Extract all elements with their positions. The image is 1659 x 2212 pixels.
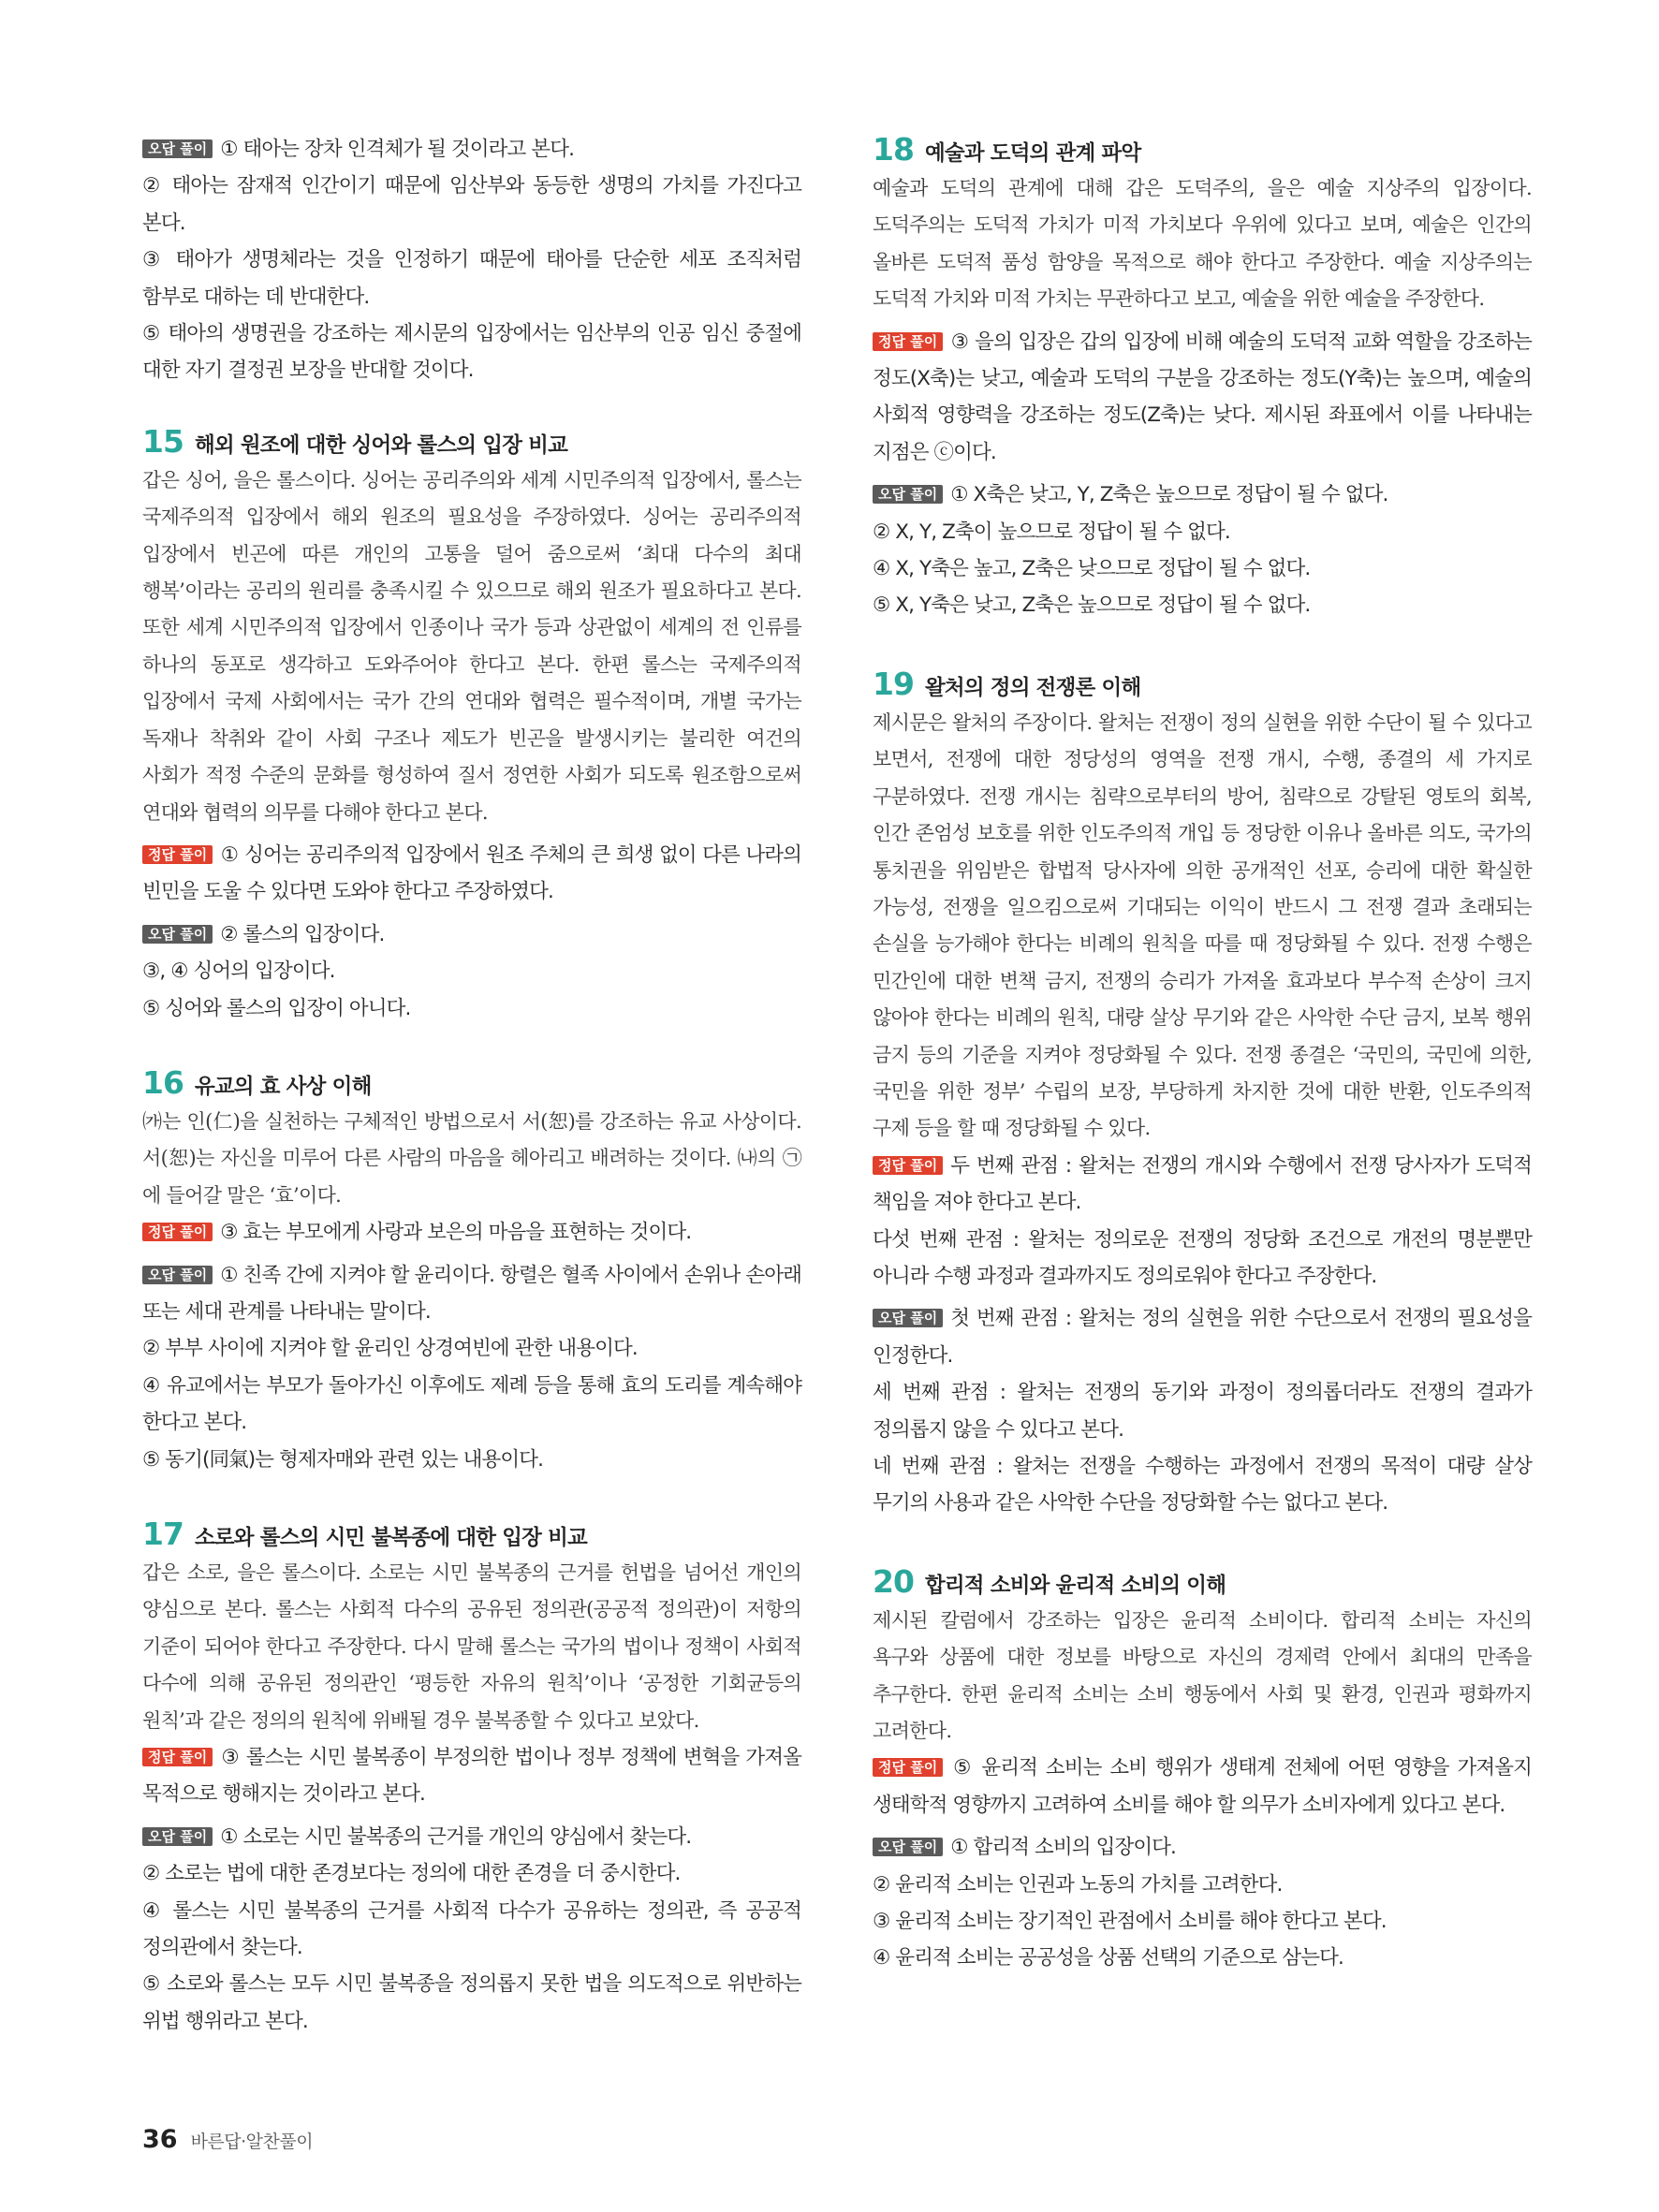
question-title: 합리적 소비와 윤리적 소비의 이해 <box>924 1573 1226 1598</box>
answer-explanation: 정답 풀이 ③ 롤스는 시민 불복종이 부정의한 법이나 정부 정책에 변혁을 가져올 목적으로 행해지는 것이라고 본다. <box>142 1746 801 1807</box>
wrong-explanation: ④ 롤스는 시민 불복종의 근거를 사회적 다수가 공유하는 정의관, 즉 공공적 정의관에서 찾는다. <box>142 1898 801 1960</box>
question-explanation: 제시된 칼럼에서 강조하는 입장은 윤리적 소비이다. 합리적 소비는 자신의 욕구와 상품에 대한 정보를 바탕으로 자신의 경제력 안에서 최대의 만족을 추구한다. 한편 윤리적 소비는 소비 행동에서 사회 및 환경, 인권과 평화까지 고려한다. <box>873 1608 1532 1743</box>
wrong-explanation: ③, ④ 싱어의 입장이다. <box>142 960 335 984</box>
wrong-explanation: 오답 풀이 ① X축은 낮고, Y, Z축은 높으므로 정답이 될 수 없다. <box>873 476 1532 513</box>
answer-badge: 정답 풀이 <box>142 1223 213 1241</box>
question-heading <box>873 666 1532 703</box>
answer-badge: 정답 풀이 <box>873 332 943 351</box>
page-footer <box>142 2125 313 2154</box>
wrong-explanation: ③ 태아가 생명체라는 것을 인정하기 때문에 태아를 단순한 세포 조직처럼 함부로 대하는 데 반대한다. <box>142 248 801 309</box>
wrong-explanation: ⑤ X, Y축은 낮고, Z축은 높으므로 정답이 될 수 없다. <box>873 593 1311 618</box>
wrong-explanation: 오답 풀이 ① 태아는 장차 인격체가 될 것이라고 본다. <box>142 131 801 168</box>
wrong-explanation: ④ 윤리적 소비는 공공성을 상품 선택의 기준으로 삼는다. <box>873 1946 1343 1970</box>
wrong-explanation: ⑤ 태아의 생명권을 강조하는 제시문의 입장에서는 임산부의 인공 임신 중절에 대한 자기 결정권 보장을 반대할 것이다. <box>142 322 801 383</box>
page-number: 36 <box>142 2125 178 2154</box>
answer-explanation: 정답 풀이 ① 싱어는 공리주의적 입장에서 원조 주체의 큰 희생 없이 다른 나라의 빈민을 도울 수 있다면 도와야 한다고 주장하였다. <box>142 842 801 904</box>
wrong-explanation: ⑤ 소로와 롤스는 모두 시민 불복종을 정의롭지 못한 법을 의도적으로 위반하는 위법 행위라고 본다. <box>142 1972 801 2033</box>
wrong-explanation: 오답 풀이 첫 번째 관점 : 왈처는 정의 실현을 위한 수단으로서 전쟁의 필요성을 인정한다. <box>873 1307 1532 1368</box>
question-title: 소로와 롤스의 시민 불복종에 대한 입장 비교 <box>194 1526 587 1550</box>
question-explanation: 제시문은 왈처의 주장이다. 왈처는 전쟁이 정의 실현을 위한 수단이 될 수 있다고 보면서, 전쟁에 대한 정당성의 영역을 전쟁 개시, 수행, 종결의 세 가지로 구분하였다. 전쟁 개시는 침략으로부터의 방어, 침략으로 강탈된 영토의 회복, 인간 존엄성 보호를 위한 인도주의적 개입 등 정당한 이유나 올바른 의도, 국가의 통치권을 위임받은 합법적 당사자에 의한 공개적인 선포, 승리에 대한 확실한 가능성, 전쟁을 일으킴으로써 기대되는 이익이 반드시 그 전쟁 결과 초래되는 손실을 능가해야 한다는 비례의 원칙을 따를 때 정당화될 수 있다. 전쟁 수행은 민간인에 대한 변책 금지, 전쟁의 승리가 가져올 효과보다 부수적 손상이 크지 않아야 한다는 비례의 원칙, 대량 살상 무기와 같은 사악한 수단 금지, 보복 행위 금지 등의 기준을 지켜야 정당화될 수 있다. 전쟁 종결은 ‘국민의, 국민에 의한, 국민을 위한 정부’ 수립의 보장, 부당하게 차지한 것에 대한 반환, 인도주의적 구제 등을 할 때 정당화될 수 있다. <box>873 710 1532 1140</box>
wrong-explanation: ② 부부 사이에 지켜야 할 윤리인 상경여빈에 관한 내용이다. <box>142 1337 638 1361</box>
wrong-badge: 오답 풀이 <box>142 925 213 944</box>
question-heading <box>873 131 1532 168</box>
question-title: 해외 원조에 대한 싱어와 롤스의 입장 비교 <box>194 432 568 458</box>
question-number: 15 <box>142 422 184 460</box>
question-title: 예술과 도덕의 관계 파악 <box>924 141 1141 166</box>
wrong-explanation: 오답 풀이 ① 합리적 소비의 입장이다. <box>873 1829 1532 1866</box>
question-heading <box>142 1064 801 1102</box>
wrong-badge: 오답 풀이 <box>142 1266 213 1284</box>
book-title: 바른답·알찬풀이 <box>190 2131 314 2152</box>
answer-badge: 정답 풀이 <box>142 845 213 864</box>
wrong-explanation: ⑤ 싱어와 롤스의 입장이 아니다. <box>142 996 411 1020</box>
question-heading <box>142 423 801 461</box>
right-column <box>873 131 1532 1977</box>
question-title: 왈처의 정의 전쟁론 이해 <box>924 675 1141 700</box>
wrong-explanation: ⑤ 동기(同氣)는 형제자매와 관련 있는 내용이다. <box>142 1447 544 1472</box>
wrong-badge: 오답 풀이 <box>873 485 943 504</box>
question-number: 19 <box>873 665 914 702</box>
answer-explanation: 다섯 번째 관점 : 왈처는 정의로운 전쟁의 정당화 조건으로 개전의 명분뿐만 아니라 수행 과정과 결과까지도 정의로워야 한다고 주장한다. <box>873 1227 1532 1288</box>
question-number: 17 <box>142 1516 184 1552</box>
wrong-explanation: ② 윤리적 소비는 인권과 노동의 가치를 고려한다. <box>873 1872 1283 1897</box>
left-column <box>142 131 801 2040</box>
question-explanation: 갑은 소로, 을은 롤스이다. 소로는 시민 불복종의 근거를 헌법을 넘어선 개인의 양심으로 본다. 롤스는 사회적 다수의 공유된 정의관(공공적 정의관)이 저항의 기준이 되어야 한다고 주장한다. 다시 말해 롤스는 국가의 법이나 정책이 사회적 다수에 의해 공유된 정의관인 ‘평등한 자유의 원칙’이나 ‘공정한 기회균등의 원칙’과 같은 정의의 원칙에 위배될 경우 불복종할 수 있다고 보았다. <box>142 1561 801 1732</box>
question-explanation: 갑은 싱어, 을은 롤스이다. 싱어는 공리주의와 세계 시민주의적 입장에서, 롤스는 국제주의적 입장에서 해외 원조의 필요성을 주장하였다. 싱어는 공리주의적 입장에서 빈곤에 따른 개인의 고통을 덜어 줌으로써 ‘최대 다수의 최대 행복’이라는 공리의 원리를 충족시킬 수 있으므로 해외 원조가 필요하다고 본다. 또한 세계 시민주의적 입장에서 인종이나 국가 등과 상관없이 세계의 전 인류를 하나의 동포로 생각하고 도와주어야 한다고 본다. 한편 롤스는 국제주의적 입장에서 국제 사회에서는 국가 간의 연대와 협력은 필수적이며, 개별 국가는 독재나 착취와 같이 사회 구조나 제도가 빈곤을 발생시키는 불리한 여건의 사회가 적정 수준의 문화를 형성하여 질서 정연한 사회가 되도록 원조함으로써 연대와 협력의 의무를 다해야 한다고 본다. <box>142 468 801 824</box>
answer-badge: 정답 풀이 <box>142 1748 213 1766</box>
wrong-explanation: 오답 풀이 ② 롤스의 입장이다. <box>142 916 801 953</box>
question-number: 16 <box>142 1063 184 1101</box>
question-title: 유교의 효 사상 이해 <box>194 1074 372 1099</box>
wrong-explanation: 네 번째 관점 : 왈처는 전쟁을 수행하는 과정에서 전쟁의 목적이 대량 살상 무기의 사용과 같은 사악한 수단을 정당화할 수는 없다고 본다. <box>873 1455 1532 1516</box>
wrong-explanation: ② 소로는 법에 대한 존경보다는 정의에 대한 존경을 더 중시한다. <box>142 1862 681 1886</box>
wrong-explanation: 세 번째 관점 : 왈처는 전쟁의 동기와 과정이 정의롭더라도 전쟁의 결과가 정의롭지 않을 수 있다고 본다. <box>873 1381 1532 1442</box>
answer-explanation: 정답 풀이 ⑤ 윤리적 소비는 소비 행위가 생태계 전체에 어떤 영향을 가져올지 생태학적 영향까지 고려하여 소비를 해야 할 의무가 소비자에게 있다고 본다. <box>873 1756 1532 1817</box>
question-explanation: 예술과 도덕의 관계에 대해 갑은 도덕주의, 을은 예술 지상주의 입장이다. 도덕주의는 도덕적 가치가 미적 가치보다 우위에 있다고 보며, 예술은 인간의 올바른 도덕적 품성 함양을 목적으로 해야 한다고 주장한다. 예술 지상주의는 도덕적 가치와 미적 가치는 무관하다고 보고, 예술을 위한 예술을 주장한다. <box>873 177 1532 311</box>
wrong-explanation: 오답 풀이 ① 소로는 시민 불복종의 근거를 개인의 양심에서 찾는다. <box>142 1819 801 1855</box>
answer-explanation: 정답 풀이 두 번째 관점 : 왈처는 전쟁의 개시와 수행에서 전쟁 당사자가 도덕적 책임을 져야 한다고 본다. <box>873 1153 1532 1215</box>
wrong-badge: 오답 풀이 <box>142 1827 213 1846</box>
answer-badge: 정답 풀이 <box>873 1758 943 1777</box>
wrong-badge: 오답 풀이 <box>873 1309 943 1327</box>
wrong-explanation: ③ 윤리적 소비는 장기적인 관점에서 소비를 해야 한다고 본다. <box>873 1910 1387 1934</box>
question-number: 20 <box>873 1562 914 1600</box>
question-heading <box>142 1516 801 1553</box>
wrong-explanation: ② X, Y, Z축이 높으므로 정답이 될 수 없다. <box>873 520 1230 544</box>
wrong-badge: 오답 풀이 <box>142 139 213 158</box>
answer-badge: 정답 풀이 <box>873 1156 943 1175</box>
wrong-explanation: 오답 풀이 ① 친족 간에 지켜야 할 윤리이다. 항렬은 혈족 사이에서 손위나 손아래 또는 세대 관계를 나타내는 말이다. <box>142 1263 801 1324</box>
answer-explanation: 정답 풀이 ③ 효는 부모에게 사랑과 보은의 마음을 표현하는 것이다. <box>142 1214 801 1251</box>
wrong-explanation: ④ 유교에서는 부모가 돌아가신 이후에도 제례 등을 통해 효의 도리를 계속해야 한다고 본다. <box>142 1373 801 1435</box>
question-explanation: ㈎는 인(仁)을 실천하는 구체적인 방법으로서 서(恕)를 강조하는 유교 사상이다. 서(恕)는 자신을 미루어 다른 사람의 마음을 헤아리고 배려하는 것이다. ㈏의 ㉠에 들어갈 말은 ‘효’이다. <box>142 1109 801 1207</box>
wrong-badge: 오답 풀이 <box>873 1838 943 1856</box>
question-number: 18 <box>873 131 914 168</box>
question-heading <box>873 1563 1532 1601</box>
wrong-explanation: ② 태아는 잠재적 인간이기 때문에 임산부와 동등한 생명의 가치를 가진다고 본다. <box>142 174 801 235</box>
wrong-explanation: ④ X, Y축은 높고, Z축은 낮으므로 정답이 될 수 없다. <box>873 557 1311 581</box>
answer-explanation: 정답 풀이 ③ 을의 입장은 갑의 입장에 비해 예술의 도덕적 교화 역할을 강조하는 정도(X축)는 낮고, 예술과 도덕의 구분을 강조하는 정도(Y축)는 높으며, 예술의 사회적 영향력을 강조하는 정도(Z축)는 낮다. 제시된 좌표에서 이를 나타내는 지점은 ⓒ이다. <box>873 330 1532 464</box>
